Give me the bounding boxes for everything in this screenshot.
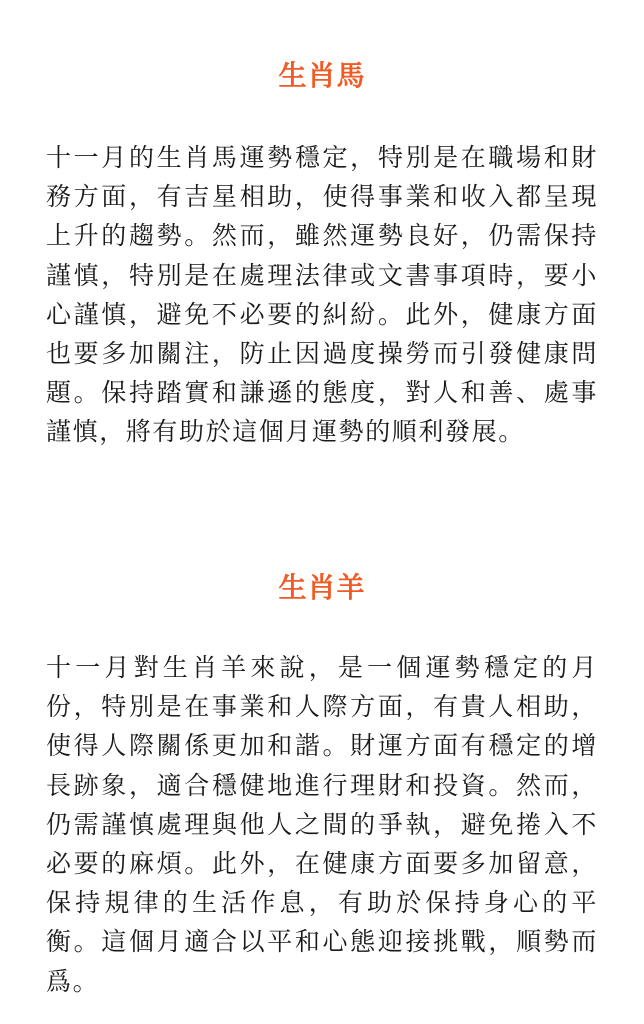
section-paragraph: 十一月的生肖馬運勢穩定，特別是在職場和財務方面，有吉星相助，使得事業和收入都呈現上升的趨勢。然而，雖然運勢良好，仍需保持謹慎，特別是在處理法律或文書事項時，要小心謹慎，避免不必要的糾紛。此外，健康方面也要多加關注，防止因過度操勞而引發健康問題。保持踏實和謙遜的態度，對人和善、處事謹慎，將有助於這個月運勢的順利發展。 <box>46 143 598 447</box>
section-title: 生肖羊 <box>278 571 366 604</box>
section-paragraph: 十一月對生肖羊來說，是一個運勢穩定的月份，特別是在事業和人際方面，有貴人相助，使得人際關係更加和諧。財運方面有穩定的增長跡象，適合穩健地進行理財和投資。然而，仍需謹慎處理與他人之間的爭執，避免捲入不必要的麻煩。此外，在健康方面要多加留意，保持規律的生活作息，有助於保持身心的平衡。這個月適合以平和心態迎接挑戰，順勢而爲。 <box>46 653 598 996</box>
section-horse <box>0 56 644 452</box>
section-title: 生肖馬 <box>278 59 366 92</box>
section-goat <box>0 568 644 1001</box>
